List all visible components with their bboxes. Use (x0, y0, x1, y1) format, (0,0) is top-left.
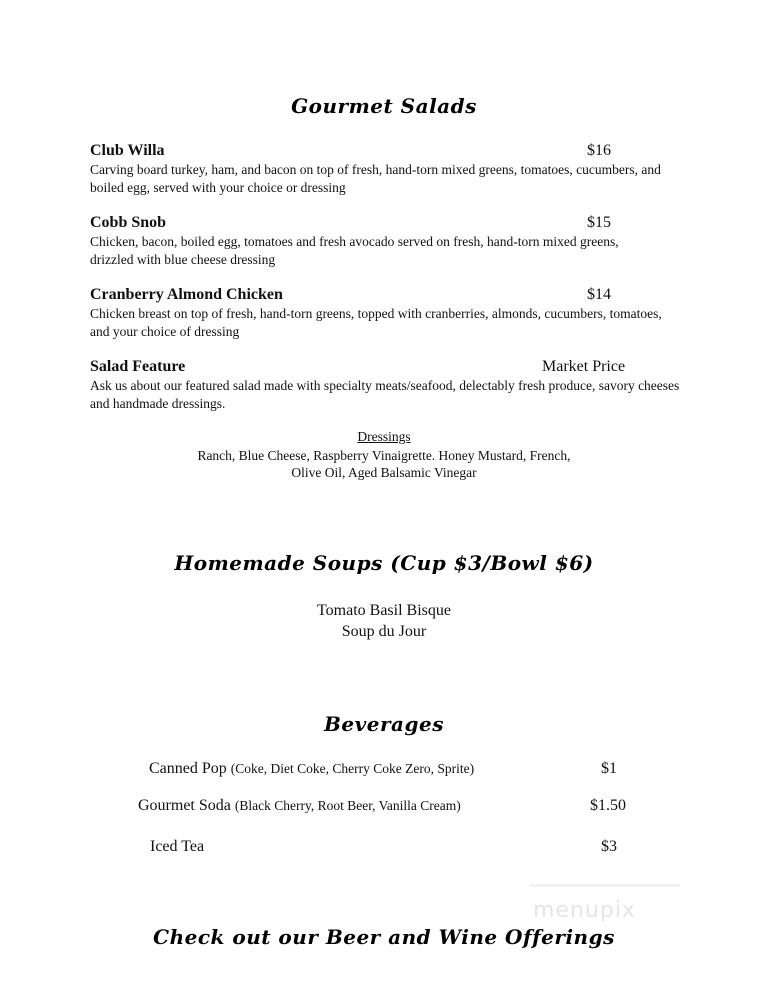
salad-desc-salad-feature: Ask us about our featured salad made with specialty meats/seafood, delectably fresh produce, savory cheeses and handmade dressings. (90, 378, 680, 411)
soup-item: Tomato Basil Bisque (317, 602, 451, 619)
beverages-title: Beverages (324, 712, 444, 736)
beverage-name: Canned Pop (149, 760, 227, 777)
salads-title: Gourmet Salads (291, 94, 477, 118)
salad-desc-cranberry-almond-chicken: Chicken breast on top of fresh, hand-torn greens, topped with cranberries, almonds, cucumbers, tomatoes, and your choice of dressing (90, 306, 662, 339)
watermark-bar (530, 884, 680, 887)
soups-title: Homemade Soups (Cup $3/Bowl $6) (174, 551, 594, 575)
beverage-iced-tea (150, 838, 204, 856)
salad-name-club-willa: Club Willa (90, 142, 165, 159)
salad-name-cobb-snob: Cobb Snob (90, 214, 167, 231)
beverage-gourmet-soda (138, 797, 461, 815)
salad-name-salad-feature: Salad Feature (90, 358, 186, 375)
beverage-price-gourmet-soda: $1.50 (590, 797, 626, 814)
salad-desc-club-willa: Carving board turkey, ham, and bacon on top of fresh, hand-torn mixed greens, tomatoes, cucumbers, and boiled egg, served with your choice or dressing (90, 162, 661, 195)
salad-price-salad-feature: Market Price (542, 358, 626, 375)
beverage-note: (Coke, Diet Coke, Cherry Coke Zero, Sprite) (230, 761, 475, 776)
salad-desc-cobb-snob: Chicken, bacon, boiled egg, tomatoes and fresh avocado served on fresh, hand-torn mixed greens, drizzled with blue cheese dressing (90, 234, 619, 267)
salad-price-club-willa: $16 (587, 142, 611, 159)
footer-note: Check out our Beer and Wine Offerings (153, 925, 615, 949)
watermark-logo: menupix (533, 898, 636, 923)
beverage-note: (Black Cherry, Root Beer, Vanilla Cream) (234, 798, 461, 813)
salad-price-cobb-snob: $15 (587, 214, 611, 231)
beverage-name: Iced Tea (150, 838, 205, 855)
salad-price-cranberry-almond-chicken: $14 (587, 286, 611, 303)
salad-name-cranberry-almond-chicken: Cranberry Almond Chicken (90, 286, 283, 303)
dressings-line-2: Olive Oil, Aged Balsamic Vinegar (291, 465, 477, 480)
beverage-name: Gourmet Soda (138, 797, 231, 814)
dressings-line-1: Ranch, Blue Cheese, Raspberry Vinaigrette. Honey Mustard, French, (197, 448, 571, 463)
beverage-canned-pop (149, 760, 474, 778)
beverage-price-canned-pop: $1 (601, 760, 617, 777)
dressings-title: Dressings (357, 429, 411, 444)
beverage-price-iced-tea: $3 (601, 838, 617, 855)
soup-item: Soup du Jour (341, 623, 427, 640)
